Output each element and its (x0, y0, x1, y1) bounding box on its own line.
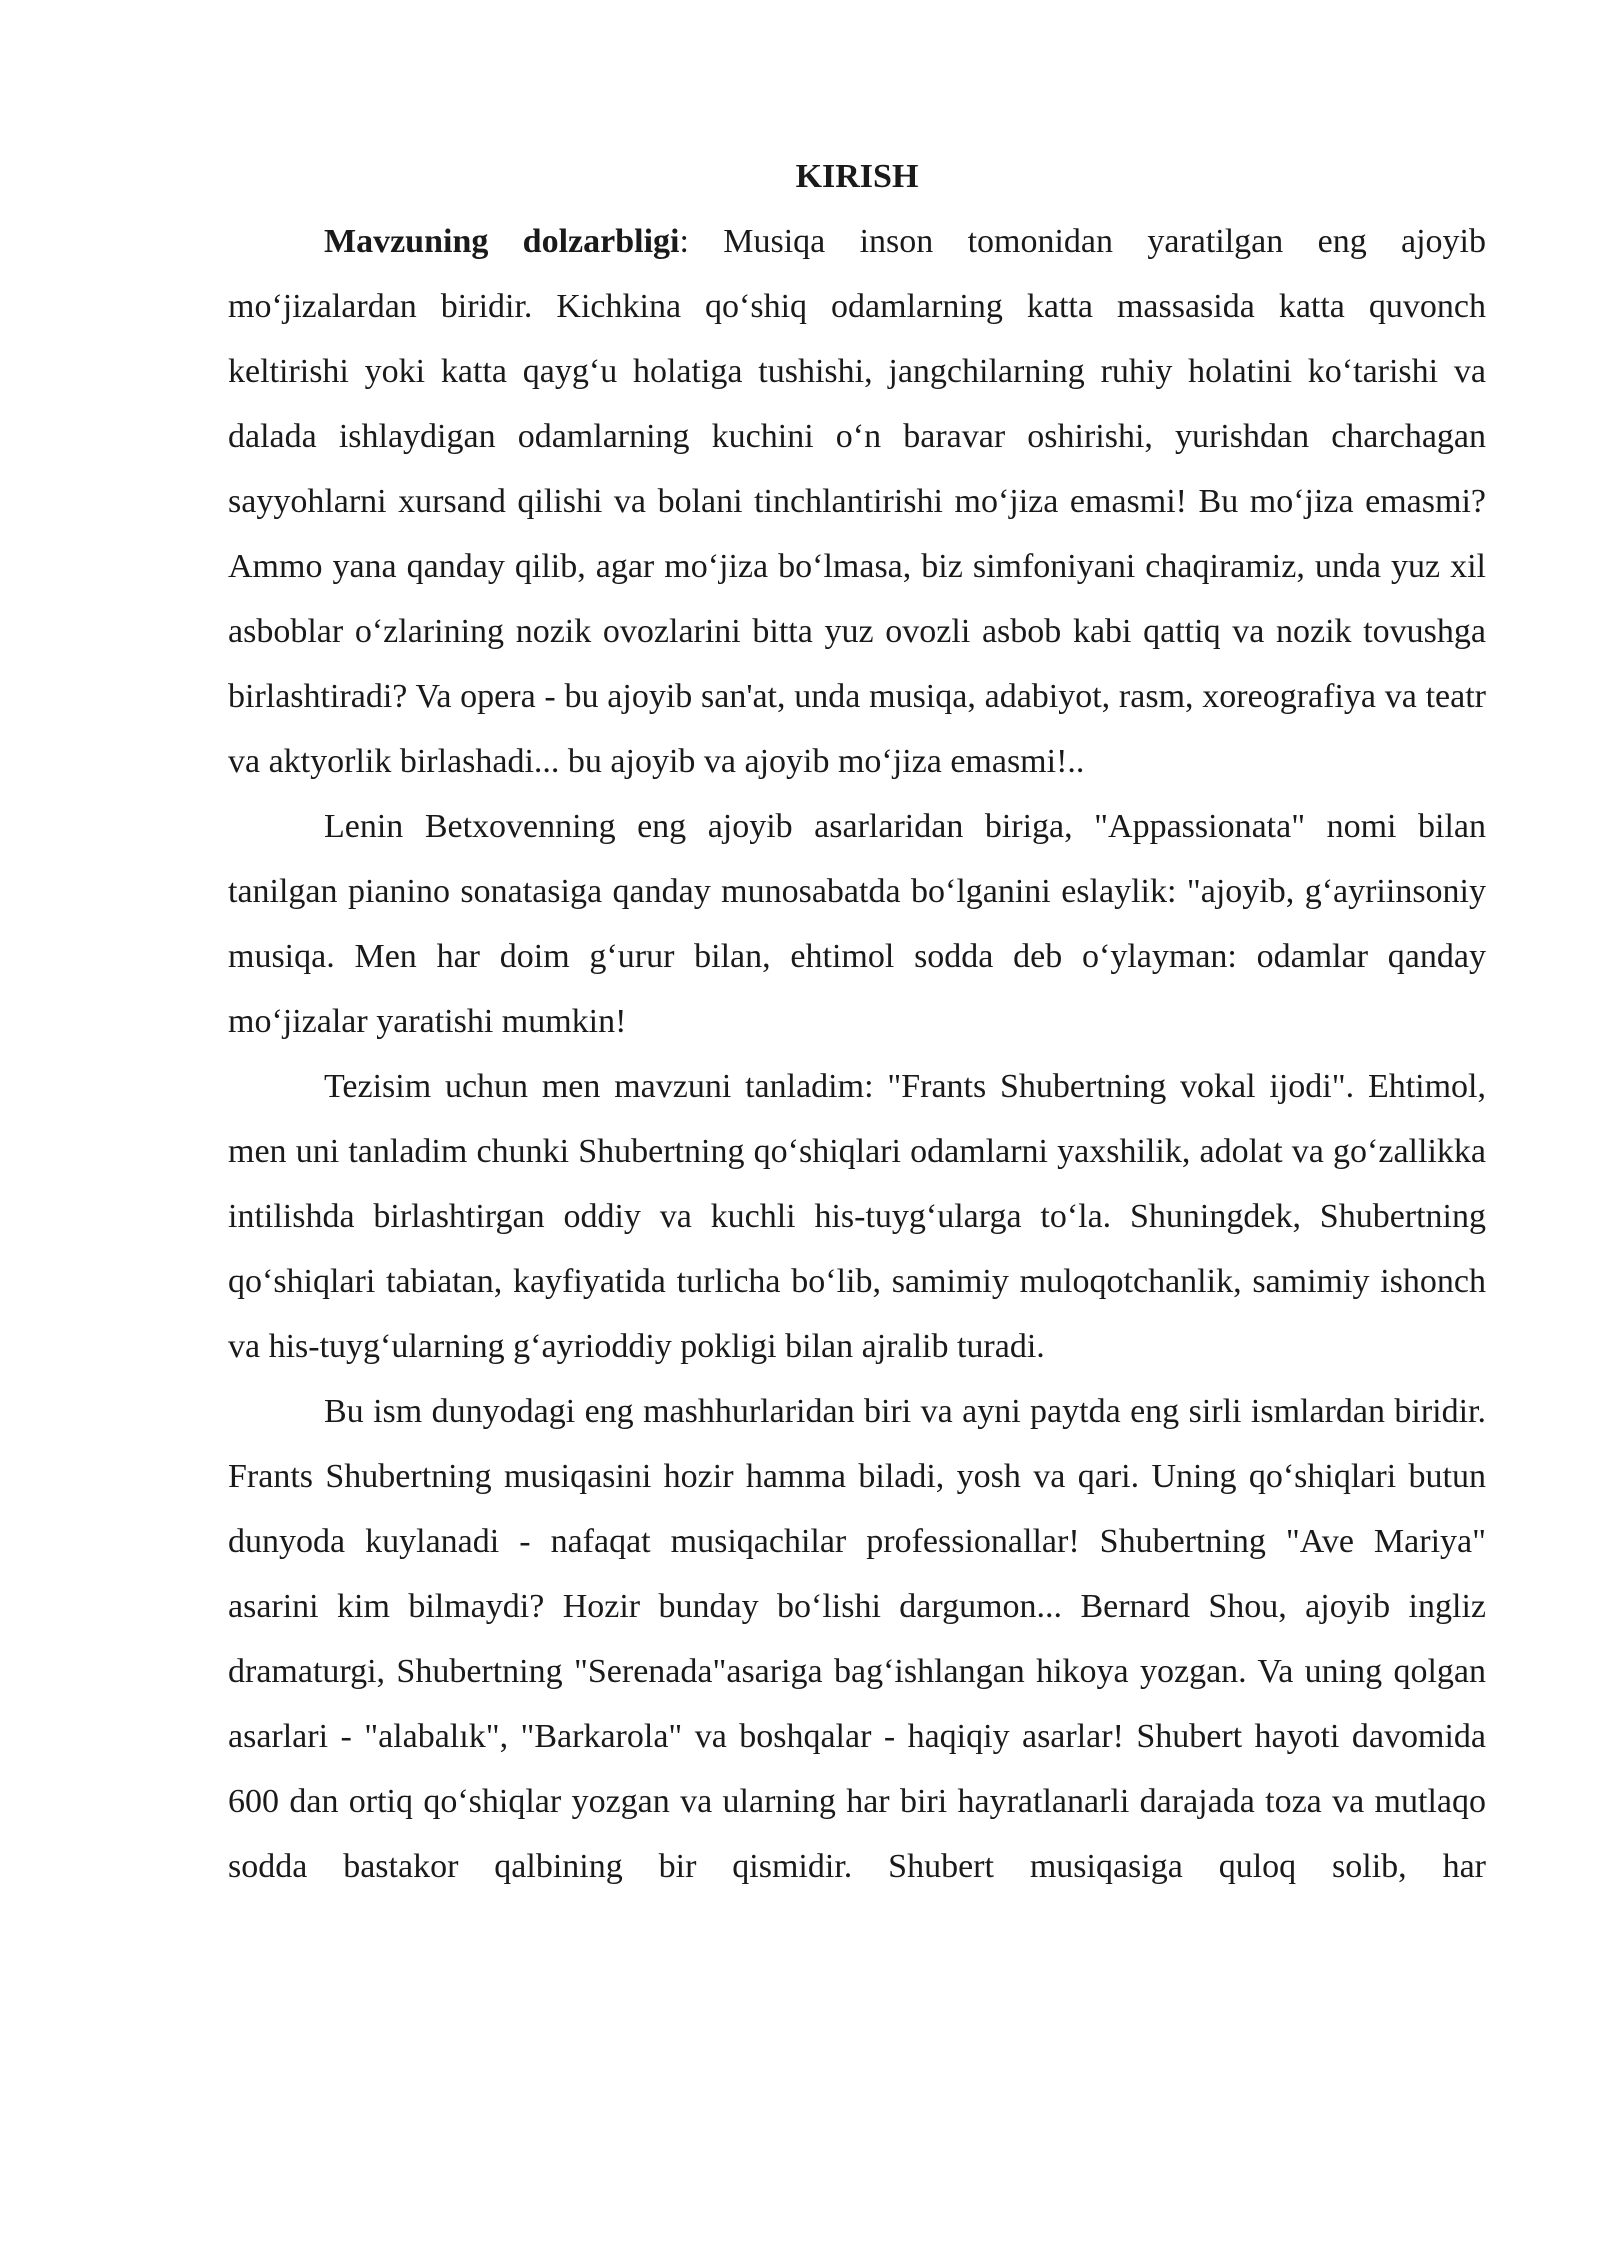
paragraph-lenin-quote (228, 794, 1486, 1054)
paragraph-relevance (228, 209, 1486, 794)
paragraph-text: Lenin Betxovenning eng ajoyib asarlaridan biriga, "Appassionata" nomi bilan tanilgan pianino sonatasiga qanday munosabatda boʻlganini eslaylik: "ajoyib, gʻayriinsoniy musiqa. Men har doim gʻurur bilan, ehtimol sodda deb oʻylayman: odamlar qanday moʻjizalar yaratishi mumkin! (228, 808, 1486, 1040)
paragraph-schubert-fame (228, 1379, 1486, 1899)
paragraph-thesis-topic (228, 1054, 1486, 1379)
document-page (228, 144, 1486, 1899)
document-title: KIRISH (795, 158, 919, 195)
paragraph-lead-heading: Mavzuning dolzarbligi (324, 223, 680, 260)
paragraph-text: Bu ism dunyodagi eng mashhurlaridan biri va ayni paytda eng sirli ismlardan biridir. Frants Shubertning musiqasini hozir hamma biladi, yosh va qari. Uning qoʻshiqlari butun dunyoda kuylanadi - nafaqat musiqachilar professionallar! Shubertning "Ave Mariya" asarini kim bilmaydi? Hozir bunday boʻlishi dargumon... Bernard Shou, ajoyib ingliz dramaturgi, Shubertning "Serenada"asariga bagʻishlangan hikoya yozgan. Va uning qolgan asarlari - "alabalık", "Barkarola" va boshqalar - haqiqiy asarlar! Shubert hayoti davomida 600 dan ortiq qoʻshiqlar yozgan va ularning har biri hayratlanarli darajada toza va mutlaqo sodda bastakor qalbining bir qismidir. Shubert musiqasiga quloq solib, har (228, 1393, 1486, 1885)
paragraph-text: : Musiqa inson tomonidan yaratilgan eng ajoyib moʻjizalardan biridir. Kichkina qoʻshiq odamlarning katta massasida katta quvonch keltirishi yoki katta qaygʻu holatiga tushishi, jangchilarning ruhiy holatini koʻtarishi va dalada ishlaydigan odamlarning kuchini oʻn baravar oshirishi, yurishdan charchagan sayyohlarni xursand qilishi va bolani tinchlantirishi moʻjiza emasmi! Bu moʻjiza emasmi? Ammo yana qanday qilib, agar moʻjiza boʻlmasa, biz simfoniyani chaqiramiz, unda yuz xil asboblar oʻzlarining nozik ovozlarini bitta yuz ovozli asbob kabi qattiq va nozik tovushga birlashtiradi? Va opera - bu ajoyib san'at, unda musiqa, adabiyot, rasm, xoreografiya va teatr va aktyorlik birlashadi... bu ajoyib va ajoyib moʻjiza emasmi!.. (228, 223, 1486, 780)
paragraph-text: Tezisim uchun men mavzuni tanladim: "Frants Shubertning vokal ijodi". Ehtimol, men uni tanladim chunki Shubertning qoʻshiqlari odamlarni yaxshilik, adolat va goʻzallikka intilishda birlashtirgan oddiy va kuchli his-tuygʻularga toʻla. Shuningdek, Shubertning qoʻshiqlari tabiatan, kayfiyatida turlicha boʻlib, samimiy muloqotchanlik, samimiy ishonch va his-tuygʻularning gʻayrioddiy pokligi bilan ajralib turadi. (228, 1068, 1486, 1365)
